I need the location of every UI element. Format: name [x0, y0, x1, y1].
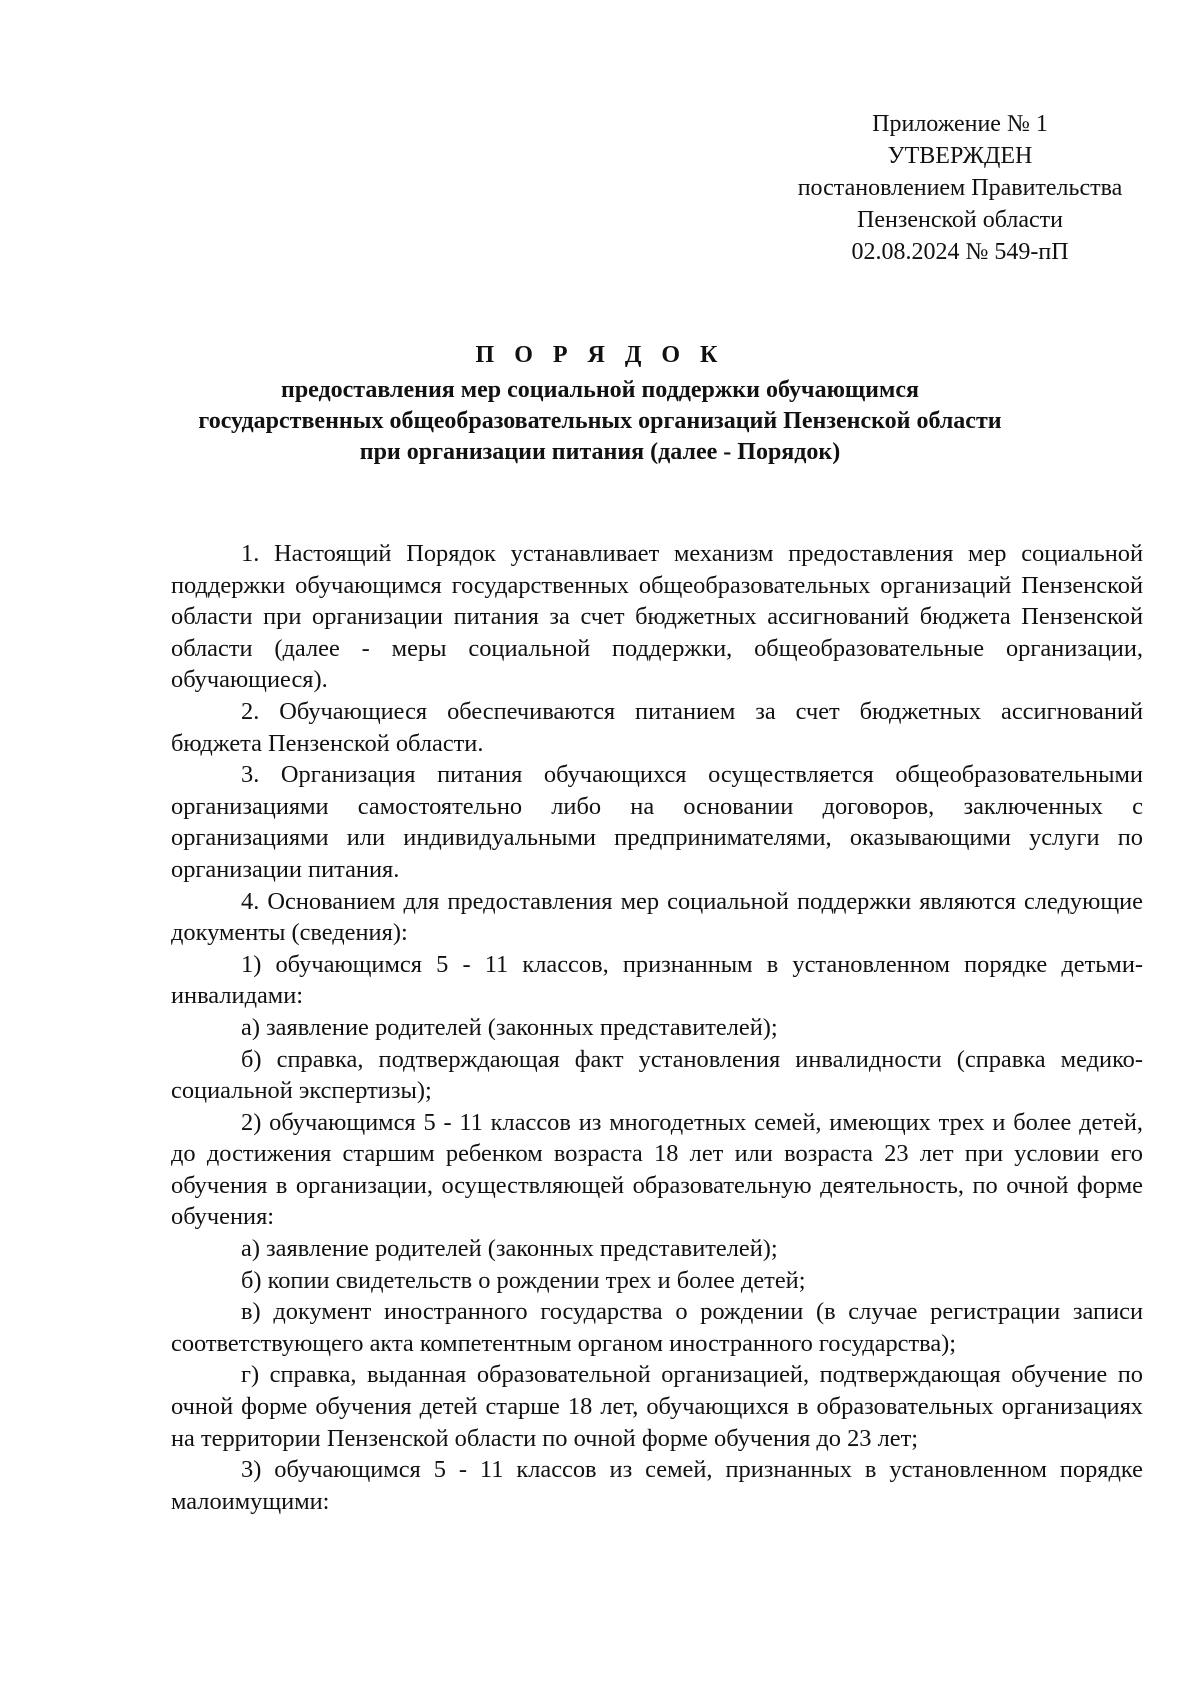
document-subtitle-line-2: государственных общеобразовательных организаций Пензенской области	[198, 408, 1002, 434]
paragraph: 3. Организация питания обучающихся осуществляется общеобразовательными организациями самостоятельно либо на основании договоров, заключенных с организациями или индивидуальными предпринимателями, оказывающими услуги по организации питания.	[171, 761, 1143, 883]
paragraph: 4. Основанием для предоставления мер социальной поддержки являются следующие документы (сведения):	[171, 887, 1143, 947]
document-subtitle-line-3: при организации питания (далее - Порядок)	[359, 439, 841, 465]
paragraph: в) документ иностранного государства о рождении (в случае регистрации записи соответствующего акта компетентным органом иностранного государства);	[171, 1298, 1143, 1357]
paragraph: б) справка, подтверждающая факт установления инвалидности (справка медико-социальной экспертизы);	[171, 1045, 1143, 1105]
paragraph: 1. Настоящий Порядок устанавливает механизм предоставления мер социальной поддержки обучающимся государственных общеобразовательных организаций Пензенской области при организации питания за счет бюджетных ассигнований бюджета Пензенской области (далее - меры социальной поддержки, общеобразовательные организации, обучающиеся).	[171, 540, 1143, 694]
appendix-number: Приложение № 1	[872, 111, 1048, 137]
document-title: П О Р Я Д О К	[475, 342, 725, 368]
document-body	[171, 538, 1143, 1517]
paragraph: 2. Обучающиеся обеспечиваются питанием за счет бюджетных ассигнований бюджета Пензенской области.	[171, 697, 1143, 757]
approved-by: постановлением Правительства	[797, 175, 1123, 201]
document-subtitle-line-1: предоставления мер социальной поддержки обучающимся	[281, 377, 919, 403]
decree-date-number: 02.08.2024 № 549-пП	[851, 239, 1069, 265]
paragraph: г) справка, выданная образовательной организацией, подтверждающая обучение по очной форме обучения детей старше 18 лет, обучающихся в образовательных организациях на территории Пензенской области по очной форме обучения до 23 лет;	[171, 1361, 1143, 1452]
paragraph: 1) обучающимся 5 - 11 классов, признанным в установленном порядке детьми-инвалидами:	[171, 950, 1143, 1010]
paragraph: а) заявление родителей (законных представителей);	[241, 1013, 778, 1041]
approved-by-region: Пензенской области	[857, 207, 1063, 233]
approved-label: УТВЕРЖДЕН	[887, 143, 1033, 169]
paragraph: а) заявление родителей (законных представителей);	[241, 1235, 778, 1263]
paragraph: б) копии свидетельств о рождении трех и более детей;	[241, 1266, 806, 1294]
paragraph: 2) обучающимся 5 - 11 классов из многодетных семей, имеющих трех и более детей, до достижения старшим ребенком возраста 18 лет или возраста 23 лет при условии его обучения в организации, осуществляющей образовательную деятельность, по очной форме обучения:	[171, 1108, 1143, 1231]
approval-stamp-block	[740, 108, 1180, 268]
document-heading	[150, 340, 1050, 468]
paragraph: 3) обучающимся 5 - 11 классов из семей, признанных в установленном порядке малоимущими:	[171, 1456, 1143, 1515]
